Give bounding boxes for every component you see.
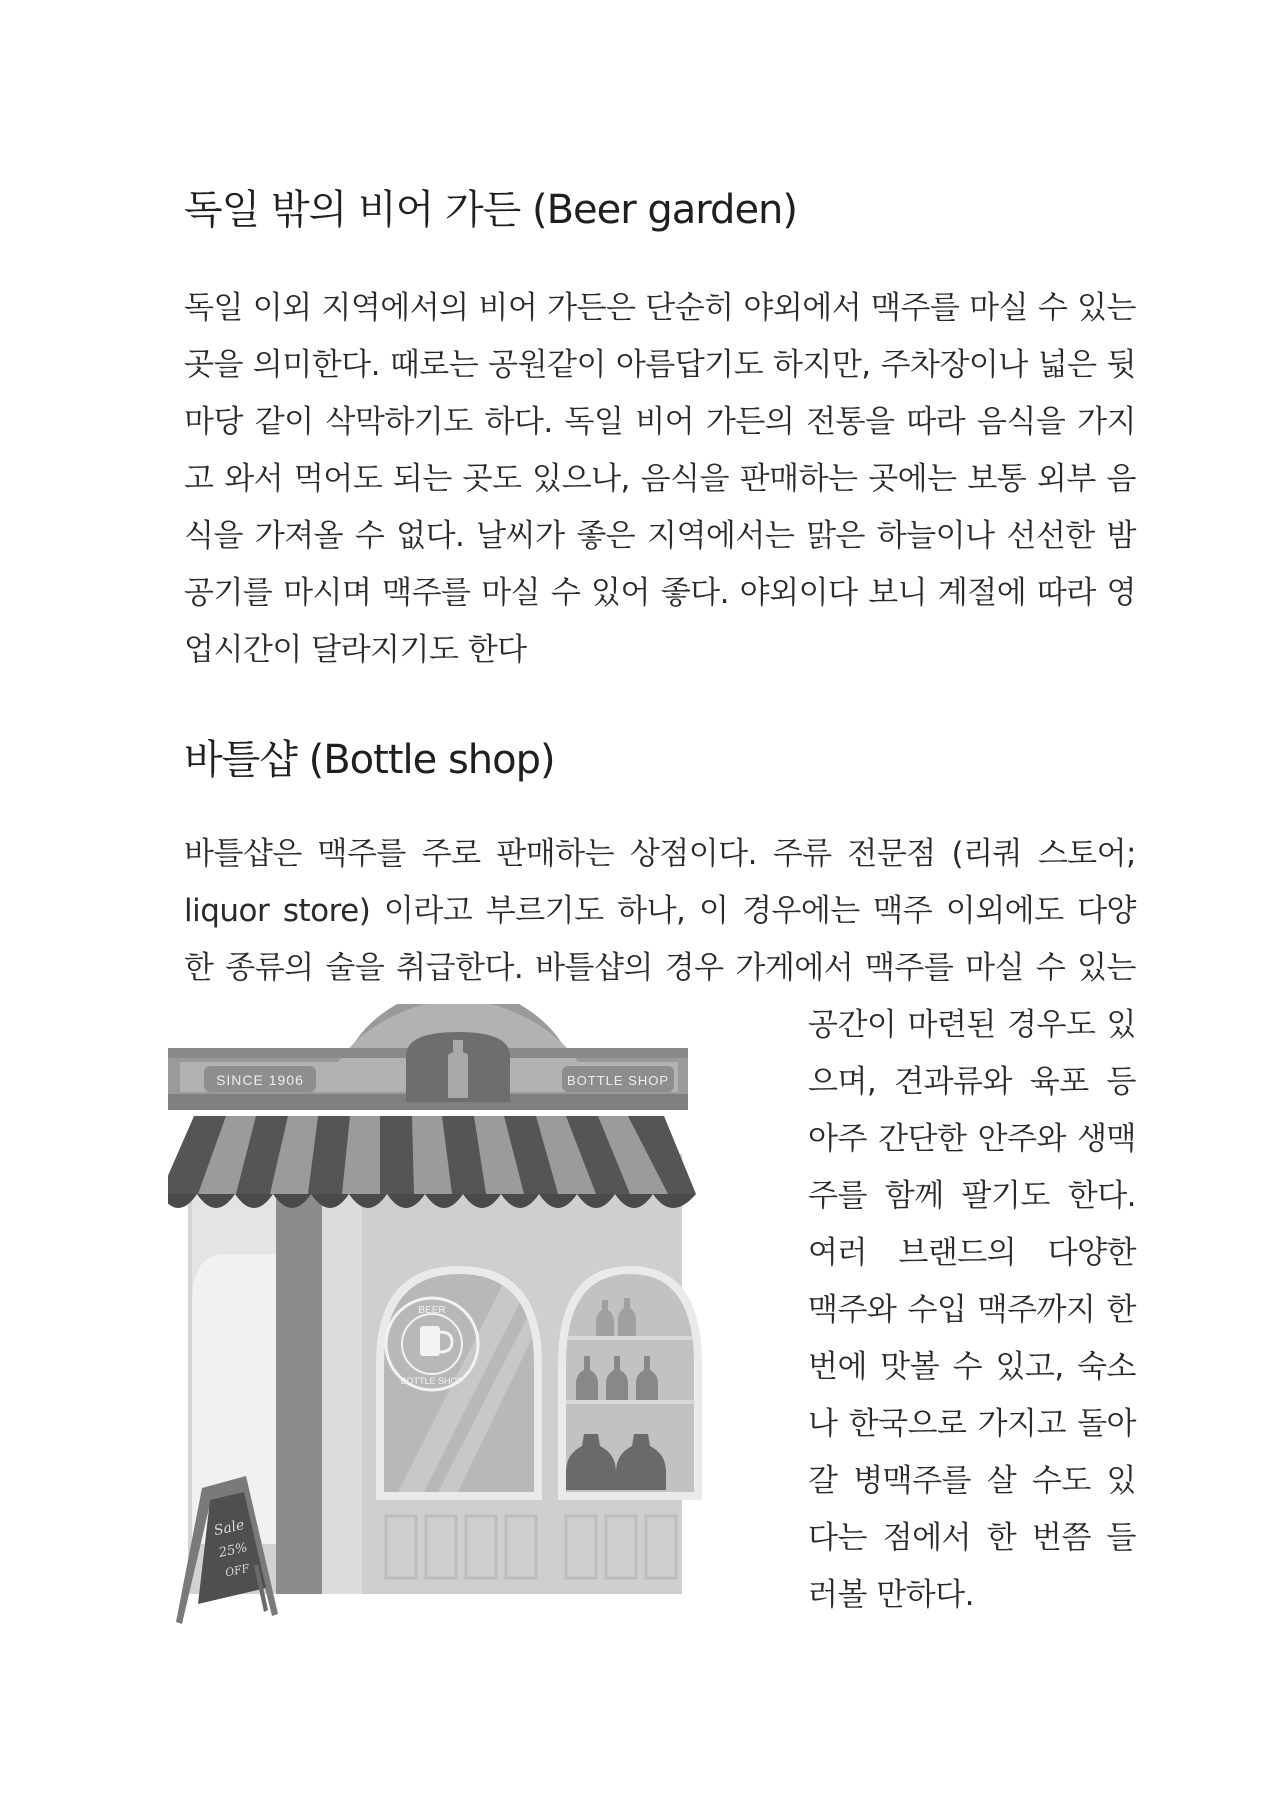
text-line: 고 와서 먹어도 되는 곳도 있으나, 음식을 판매하는 곳에는 보통 외부 음 xyxy=(184,461,1136,497)
text-line: 나 한국으로 가지고 돌아 xyxy=(808,1406,1136,1442)
text-line: 다는 점에서 한 번쯤 들 xyxy=(808,1520,1136,1556)
sale-board-line2: 25% xyxy=(217,1540,249,1561)
text-line: 업시간이 달라지기도 한다 xyxy=(184,632,527,668)
text-line: 번에 맛볼 수 있고, 숙소 xyxy=(808,1349,1136,1385)
sale-board-line1: Sale xyxy=(212,1517,246,1540)
text-line: 한 종류의 술을 취급한다. 바틀샵의 경우 가게에서 맥주를 마실 수 있는 xyxy=(184,950,1136,986)
text-line: 공기를 마시며 맥주를 마실 수 있어 좋다. 야외이다 보니 계절에 따라 영 xyxy=(184,575,1136,611)
sign-left-text: SINCE 1906 xyxy=(216,1072,304,1088)
shop-cornice xyxy=(168,1004,688,1110)
window-right xyxy=(558,1266,702,1500)
sign-right-text: BOTTLE SHOP xyxy=(566,1073,670,1088)
text-line: 독일 이외 지역에서의 비어 가든은 단순히 야외에서 맥주를 마실 수 있는 xyxy=(184,290,1136,326)
text-line: liquor store) 이라고 부르기도 하나, 이 경우에는 맥주 이외에도 다양 xyxy=(184,893,1136,929)
paragraph-bottle-shop xyxy=(184,826,1136,997)
paragraph-beer-garden xyxy=(184,280,1136,679)
awning xyxy=(168,1116,696,1208)
badge-top-text: BEER xyxy=(418,1305,446,1316)
bottle-icon xyxy=(576,1356,658,1400)
sale-board-line3: OFF xyxy=(224,1561,251,1580)
badge-bottom-text: BOTTLE SHOP xyxy=(400,1376,464,1386)
bottle-shop-illustration xyxy=(168,1004,808,1664)
text-line: 러볼 만하다. xyxy=(808,1577,974,1613)
section-heading-bottle-shop: 바틀샵 (Bottle shop) xyxy=(184,737,555,783)
section-heading-beer-garden: 독일 밖의 비어 가든 (Beer garden) xyxy=(184,187,798,233)
text-line: 바틀샵은 맥주를 주로 판매하는 상점이다. 주류 전문점 (리쿼 스토어; xyxy=(184,836,1136,872)
window-left xyxy=(376,1266,542,1500)
paragraph-bottle-shop-side xyxy=(808,997,1136,1624)
text-line: 으며, 견과류와 육포 등 xyxy=(808,1064,1136,1100)
text-line: 마당 같이 삭막하기도 하다. 독일 비어 가든의 전통을 따라 음식을 가지 xyxy=(184,404,1136,440)
text-line: 아주 간단한 안주와 생맥 xyxy=(808,1121,1136,1157)
text-line: 공간이 마련된 경우도 있 xyxy=(808,1007,1136,1043)
text-line: 여러 브랜드의 다양한 xyxy=(808,1235,1136,1271)
text-line: 식을 가져올 수 없다. 날씨가 좋은 지역에서는 맑은 하늘이나 선선한 밤 xyxy=(184,518,1136,554)
text-line: 곳을 의미한다. 때로는 공원같이 아름답기도 하지만, 주차장이나 넓은 뒷 xyxy=(184,347,1136,383)
text-line: 갈 병맥주를 살 수도 있 xyxy=(808,1463,1136,1499)
text-line: 주를 함께 팔기도 한다. xyxy=(808,1178,1136,1214)
text-line: 맥주와 수입 맥주까지 한 xyxy=(808,1292,1136,1328)
